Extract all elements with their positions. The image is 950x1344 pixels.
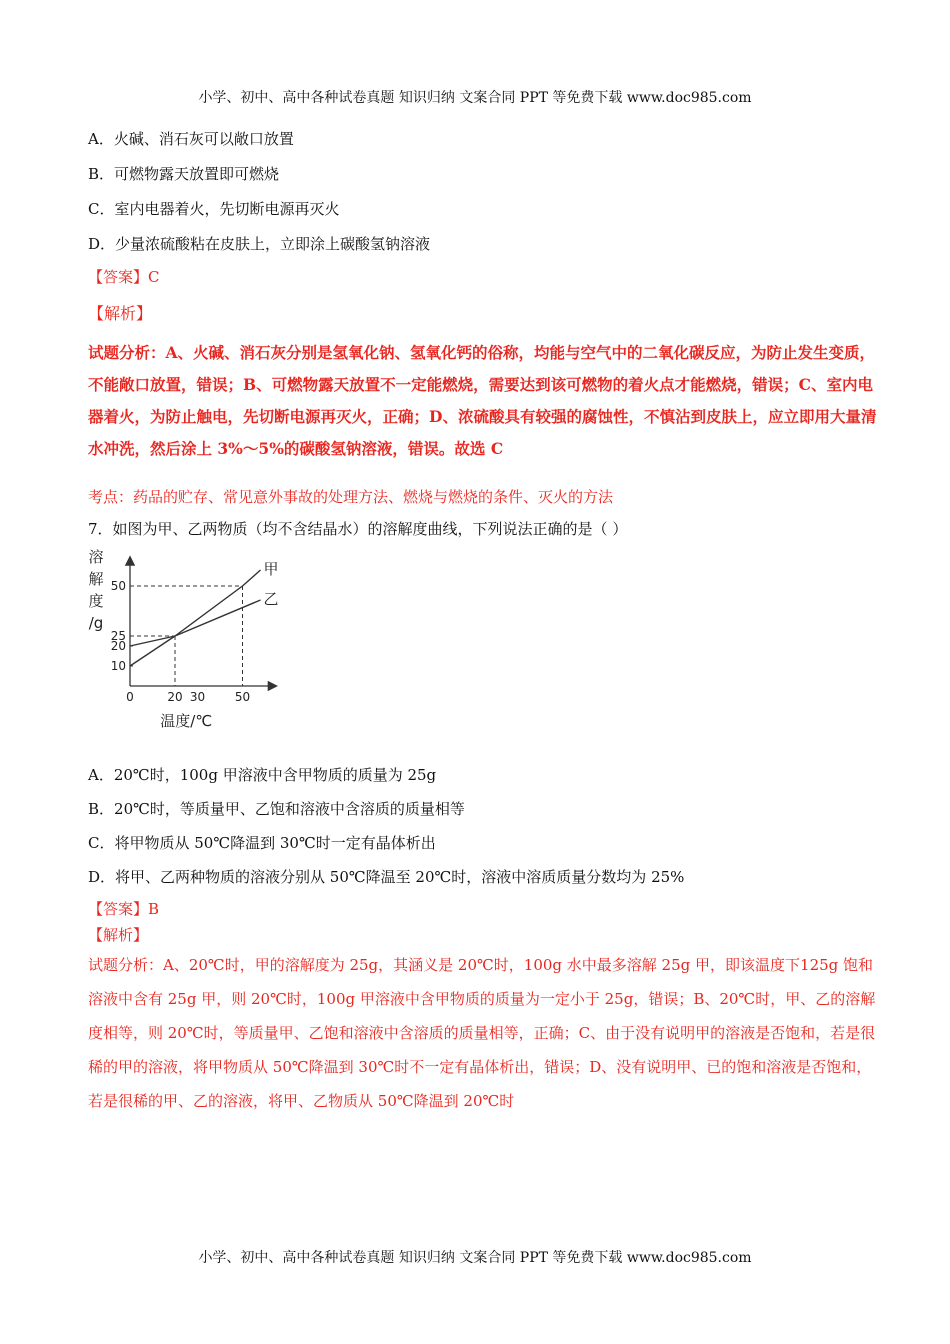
y-tick-label: 10 — [110, 659, 126, 673]
q7-analysis-label: 【解析】 — [88, 926, 149, 944]
chart-guides — [130, 586, 243, 686]
x-axis-title: 温度/℃ — [160, 712, 213, 730]
q6-answer — [88, 266, 160, 287]
q6-option-b: B．可燃物露天放置即可燃烧 — [88, 165, 280, 183]
chart-labels — [88, 548, 278, 730]
y-axis-title: 度 — [88, 592, 104, 610]
q6-option-a: A．火碱、消石灰可以敞口放置 — [88, 130, 294, 148]
q7-answer — [88, 898, 159, 919]
series-label-1: 甲 — [263, 560, 279, 578]
x-tick-label: 30 — [189, 690, 206, 704]
q6-analysis: 试题分析：A、火碱、消石灰分别是氢氧化钠、氢氧化钙的俗称，均能与空气中的二氧化碳反应，为防止发生变质，不能敞口放置，错误；B、可燃物露天放置不一定能燃烧，需要达到该可燃物的着火点才能燃烧，错误；C、室内电器着火，为防止触电，先切断电源再灭火，正确；D、浓硫酸具有较强的腐蚀性，不慎沾到皮肤上，应立即用大量清水冲洗，然后涂上 3%～5%的碳酸氢钠溶液，错误。故选 C — [88, 343, 877, 458]
x-tick-label: 20 — [167, 690, 183, 704]
q7-analysis: 试题分析：A、20℃时，甲的溶解度为 25g，其涵义是 20℃时，100g 水中最多溶解 25g 甲，即该温度下125g 饱和溶液中含有 25g 甲，则 20℃时，100g 甲溶液中含甲物质的质量为一定小于 25g，错误；B、20℃时，甲、乙的溶解度相等，则 20℃时，等质量甲、乙饱和溶液中含溶质的质量相等，正确；C、由于没有说明甲的溶液是否饱和，若是很稀的甲的溶液，将甲物质从 50℃降温到 30℃时不一定有晶体析出，错误；D、没有说明甲、已的饱和溶液是否饱和，若是很稀的甲、乙的溶液，将甲、乙物质从 50℃降温到 20℃时 — [88, 956, 876, 1110]
q6-answer-label: 【答案】 — [88, 268, 149, 286]
q7-option-c: C．将甲物质从 50℃降温到 30℃时一定有晶体析出 — [88, 834, 436, 852]
q7-option-b: B．20℃时，等质量甲、乙饱和溶液中含溶质的质量相等 — [88, 800, 465, 818]
y-tick-label: 20 — [110, 639, 126, 653]
y-axis-title: /g — [88, 614, 104, 632]
page-header: 小学、初中、高中各种试卷真题 知识归纳 文案合同 PPT 等免费下载 www.doc985.com — [198, 90, 752, 106]
q7-stem: 7．如图为甲、乙两物质（均不含结晶水）的溶解度曲线，下列说法正确的是（ ） — [88, 520, 628, 538]
page-footer: 小学、初中、高中各种试卷真题 知识归纳 文案合同 PPT 等免费下载 www.doc985.com — [198, 1250, 752, 1266]
q6-option-c: C．室内电器着火，先切断电源再灭火 — [88, 200, 340, 218]
y-tick-label: 50 — [110, 579, 126, 593]
chart-axes — [130, 558, 276, 686]
q6-kaodian: 考点：药品的贮存、常见意外事故的处理方法、燃烧与燃烧的条件、灭火的方法 — [88, 488, 614, 506]
series-line-2 — [130, 600, 261, 646]
q7-answer-label: 【答案】 — [88, 900, 149, 918]
y-axis-title: 溶 — [88, 548, 104, 566]
series-label-2: 乙 — [263, 590, 279, 608]
q7-answer-value: B — [148, 900, 160, 918]
q7-option-d: D．将甲、乙两种物质的溶液分别从 50℃降温至 20℃时，溶液中溶质质量分数均为 25% — [88, 868, 685, 886]
solubility-chart — [84, 546, 284, 736]
y-tick-label: 25 — [110, 629, 126, 643]
y-axis-title: 解 — [88, 570, 104, 588]
x-tick-label: 0 — [126, 690, 134, 704]
q6-answer-value: C — [148, 268, 160, 286]
x-tick-label: 50 — [234, 690, 251, 704]
q7-option-a: A．20℃时，100g 甲溶液中含甲物质的质量为 25g — [88, 766, 437, 784]
q6-option-d: D．少量浓硫酸粘在皮肤上，立即涂上碳酸氢钠溶液 — [88, 235, 431, 253]
series-line-1 — [130, 570, 261, 666]
q6-analysis-label: 【解析】 — [88, 304, 153, 323]
chart-series — [130, 570, 261, 666]
